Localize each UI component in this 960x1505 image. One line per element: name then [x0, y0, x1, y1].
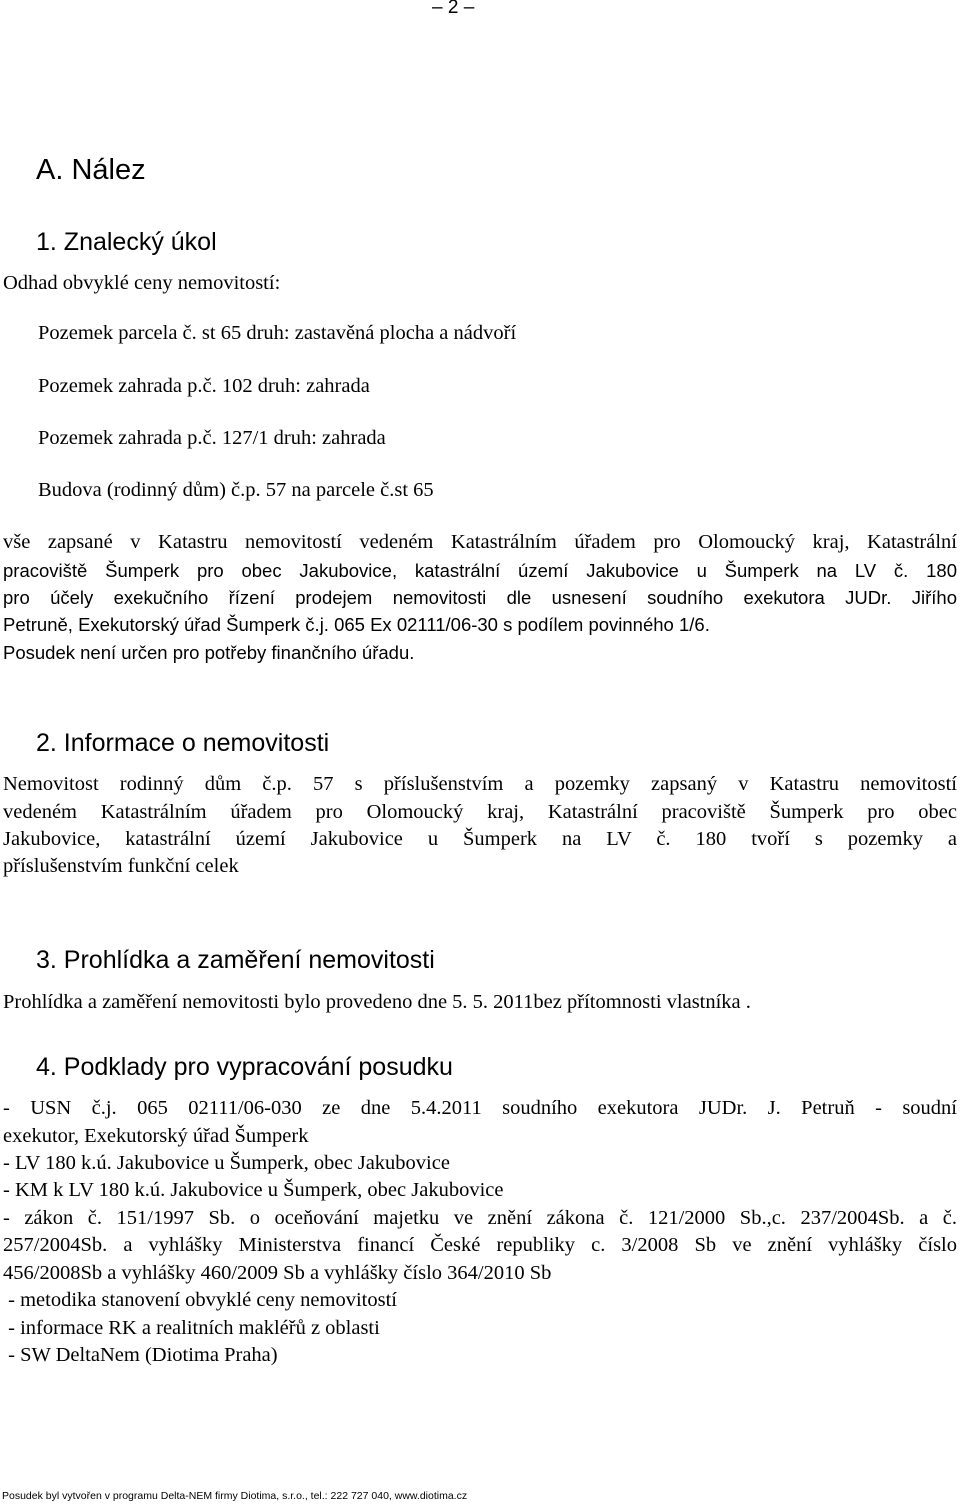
footer-note: Posudek byl vytvořen v programu Delta-NEM firmy Diotima, s.r.o., tel.: 222 727 040, www.diotima.cz [2, 1490, 468, 1502]
source-item: - LV 180 k.ú. Jakubovice u Šumperk, obec Jakubovice [3, 1152, 450, 1174]
source-item: - KM k LV 180 k.ú. Jakubovice u Šumperk, obec Jakubovice [3, 1179, 504, 1201]
section-1-paragraph-line: Petruně, Exekutorský úřad Šumperk č.j. 065 Ex 02111/06-30 s podílem povinného 1/6. [3, 614, 710, 635]
property-item: Pozemek zahrada p.č. 127/1 druh: zahrada [38, 427, 386, 449]
property-item: Pozemek parcela č. st 65 druh: zastavěná plocha a nádvoří [38, 322, 517, 344]
section-a-title: A. Nález [36, 154, 146, 186]
section-1-intro: Odhad obvyklé ceny nemovitostí: [3, 272, 281, 294]
source-item: - zákon č. 151/1997 Sb. o oceňování majetku ve znění zákona č. 121/2000 Sb.,c. 237/2004Sb. a č. [3, 1207, 957, 1229]
section-1-paragraph-line: pro účely exekučního řízení prodejem nemovitosti dle usnesení soudního exekutora JUDr. Jiřího [3, 587, 957, 608]
section-1-note: Posudek není určen pro potřeby finančního úřadu. [3, 642, 415, 663]
section-2-paragraph-line: Jakubovice, katastrální území Jakubovice u Šumperk na LV č. 180 tvoří s pozemky a [3, 828, 957, 850]
section-4-heading: 4. Podklady pro vypracování posudku [36, 1053, 453, 1081]
property-item: Pozemek zahrada p.č. 102 druh: zahrada [38, 375, 370, 397]
section-1-heading: 1. Znalecký úkol [36, 228, 217, 256]
property-item: Budova (rodinný dům) č.p. 57 na parcele č.st 65 [38, 479, 434, 501]
section-1-paragraph-line: vše zapsané v Katastru nemovitostí vedeném Katastrálním úřadem pro Olomoucký kraj, Katastrální [3, 531, 957, 553]
source-item: exekutor, Exekutorský úřad Šumperk [3, 1125, 309, 1147]
page-number: – 2 – [432, 0, 475, 18]
source-item: - metodika stanovení obvyklé ceny nemovitostí [3, 1289, 397, 1311]
source-item: - SW DeltaNem (Diotima Praha) [3, 1344, 278, 1366]
source-item: - informace RK a realitních makléřů z oblasti [3, 1317, 380, 1339]
section-1-paragraph-line: pracoviště Šumperk pro obec Jakubovice, katastrální území Jakubovice u Šumperk na LV č. 180 [3, 560, 957, 581]
section-2-heading: 2. Informace o nemovitosti [36, 729, 330, 757]
source-item: - USN č.j. 065 02111/06-030 ze dne 5.4.2011 soudního exekutora JUDr. J. Petruň - soudní [3, 1097, 957, 1119]
section-2-paragraph-line: Nemovitost rodinný dům č.p. 57 s příslušenstvím a pozemky zapsaný v Katastru nemovitostí [3, 773, 957, 795]
source-item: 456/2008Sb a vyhlášky 460/2009 Sb a vyhlášky číslo 364/2010 Sb [3, 1262, 552, 1284]
source-item: 257/2004Sb. a vyhlášky Ministerstva financí České republiky c. 3/2008 Sb ve znění vyhlášky číslo [3, 1234, 957, 1256]
section-3-heading: 3. Prohlídka a zaměření nemovitosti [36, 946, 435, 974]
section-3-text: Prohlídka a zaměření nemovitosti bylo provedeno dne 5. 5. 2011bez přítomnosti vlastníka . [3, 991, 751, 1013]
section-2-paragraph-line: vedeném Katastrálním úřadem pro Olomoucký kraj, Katastrální pracoviště Šumperk pro obec [3, 801, 957, 823]
section-2-paragraph-line: příslušenstvím funkční celek [3, 855, 239, 877]
